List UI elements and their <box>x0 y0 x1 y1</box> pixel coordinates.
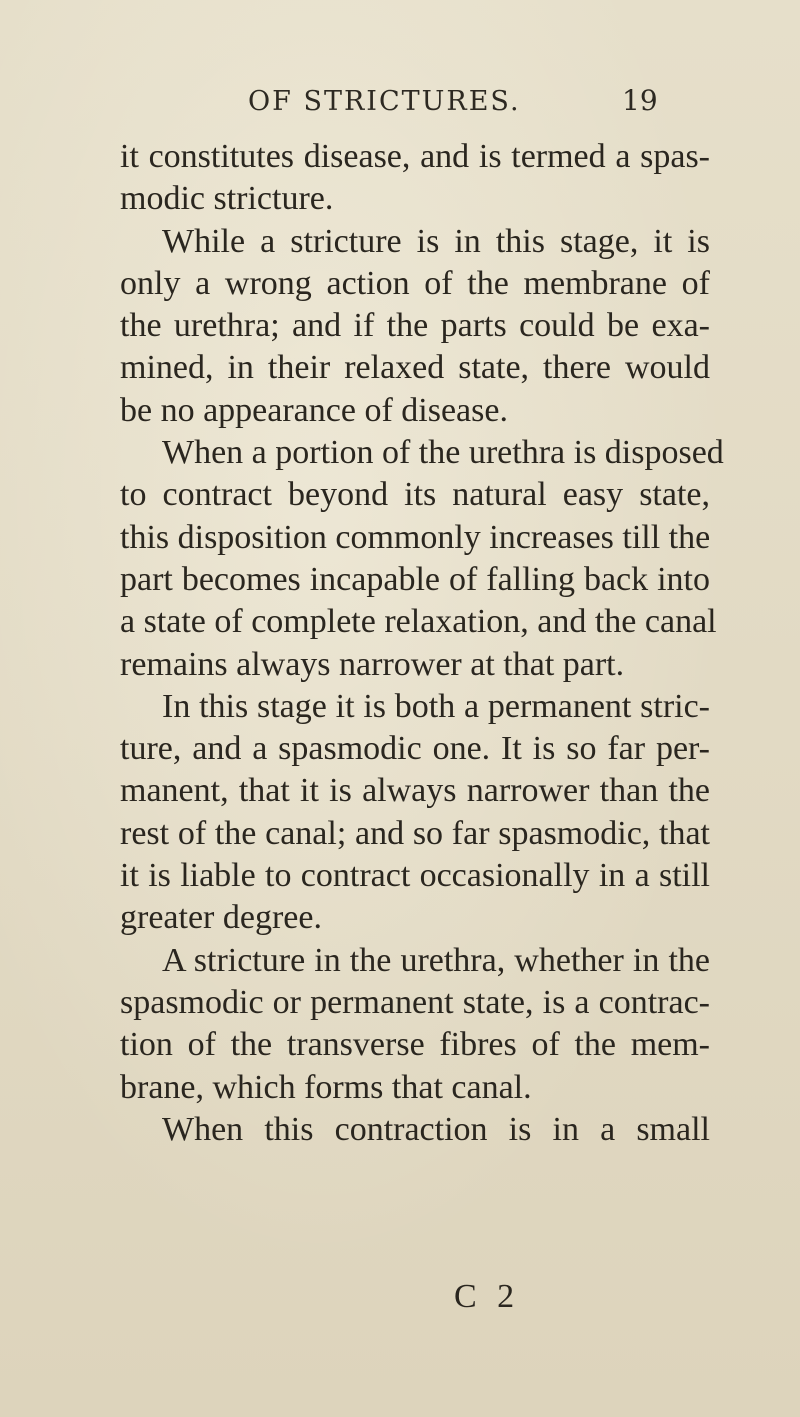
text-line: part becomes incapable of falling back into <box>120 560 710 598</box>
text-line: tion of the transverse fibres of the mem- <box>120 1026 710 1064</box>
text-line: remains always narrower at that part. <box>120 645 625 683</box>
text-line: only a wrong action of the membrane of <box>120 264 710 302</box>
text-line: While a stricture is in this stage, it is <box>162 222 710 260</box>
signature-mark: C 2 <box>454 1278 521 1315</box>
text-line: spasmodic or permanent state, is a contrac- <box>120 983 710 1021</box>
text-line: the urethra; and if the parts could be exa- <box>120 307 710 345</box>
text-line: this disposition commonly increases till the <box>120 518 711 556</box>
page-number: 19 <box>622 84 658 117</box>
running-head <box>248 86 668 117</box>
text-line: modic stricture. <box>120 180 334 218</box>
text-line: When this contraction is in a small <box>162 1110 710 1148</box>
text-line: be no appearance of disease. <box>120 391 508 429</box>
text-line: it is liable to contract occasionally in a still <box>120 857 710 895</box>
text-line: When a portion of the urethra is disposed <box>162 434 724 472</box>
body-text <box>120 136 724 1151</box>
text-line: greater degree. <box>120 899 322 937</box>
running-title: OF STRICTURES. <box>248 86 521 117</box>
text-line: In this stage it is both a permanent stric- <box>162 687 710 725</box>
text-line: A stricture in the urethra, whether in the <box>162 941 710 979</box>
text-line: rest of the canal; and so far spasmodic, that <box>120 814 710 852</box>
text-line: mined, in their relaxed state, there would <box>120 349 710 387</box>
text-line: it constitutes disease, and is termed a spas- <box>120 138 710 175</box>
text-line: ture, and a spasmodic one. It is so far per- <box>120 730 710 768</box>
text-line: a state of complete relaxation, and the canal <box>120 603 717 641</box>
text-line: manent, that it is always narrower than the <box>120 772 710 810</box>
text-line: to contract beyond its natural easy state, <box>120 476 710 514</box>
text-line: brane, which forms that canal. <box>120 1068 532 1106</box>
